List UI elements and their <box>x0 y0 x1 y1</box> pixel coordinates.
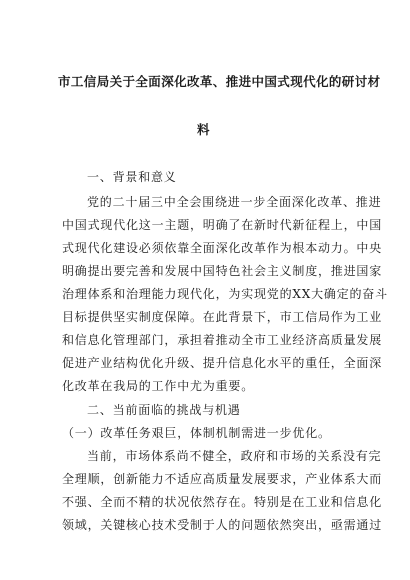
paragraph-line: 式现代化建设必须依靠全面深化改革作为根本动力。中央 <box>62 241 383 255</box>
paragraph-line: 化改革在我局的工作中尤为重要。 <box>62 379 255 393</box>
paragraph-line: 中国式现代化这一主题，明确了在新时代新征程上，中国 <box>62 218 383 232</box>
paragraph-line: 领域，关键核心技术受制于人的问题依然突出，亟需通过 <box>62 518 383 532</box>
section-heading-challenges: 二、当前面临的挑战与机遇 <box>87 403 241 417</box>
paragraph-line: 目标提供坚实制度保障。在此背景下，市工信局作为工业 <box>62 310 383 324</box>
paragraph-line: 明确提出要完善和发展中国特色社会主义制度，推进国家 <box>62 264 383 278</box>
document-title: 市工信局关于全面深化改革、推进中国式现代化的研讨材 <box>58 74 381 89</box>
document-title-continuation: 料 <box>197 122 210 137</box>
paragraph-line: 促进产业结构优化升级、提升信息化水平的重任，全面深 <box>62 356 383 370</box>
paragraph-line: 全理顺，创新能力不适应高质量发展要求，产业体系大而 <box>62 472 383 486</box>
paragraph-line: 当前，市场体系尚不健全，政府和市场的关系没有完 <box>87 449 382 463</box>
section-heading-background: 一、背景和意义 <box>87 170 177 184</box>
paragraph-line: 治理体系和治理能力现代化，为实现党的XX大确定的奋斗 <box>62 287 388 301</box>
subsection-heading: （一）改革任务艰巨，体制机制需进一步优化。 <box>62 426 331 440</box>
paragraph-line: 党的二十届三中全会围绕进一步全面深化改革、推进 <box>87 195 382 209</box>
paragraph-line: 和信息化管理部门，承担着推动全市工业经济高质量发展 <box>62 333 383 347</box>
paragraph-line: 不强、全而不精的状况依然存在。特别是在工业和信息化 <box>62 495 383 509</box>
